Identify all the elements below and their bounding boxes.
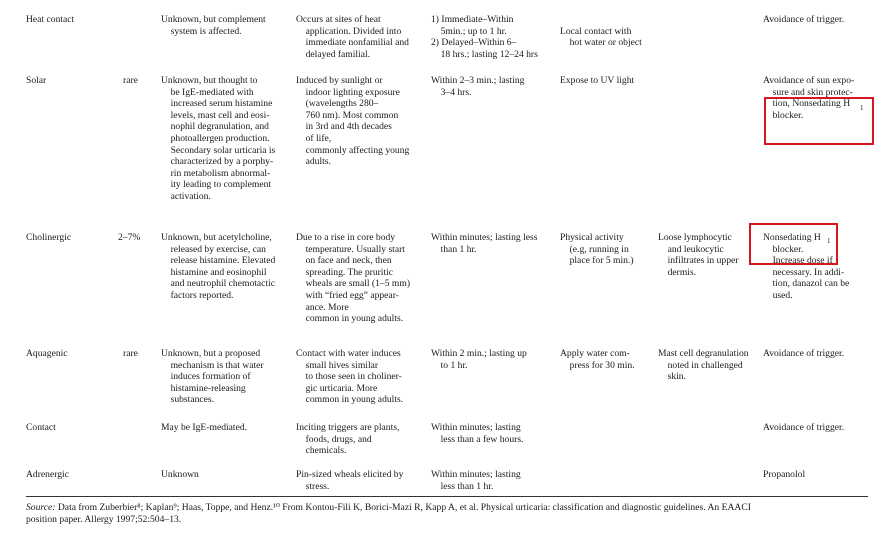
highlight-box-cholinergic-treatment [749,223,838,265]
trigger-cell: Contact with water induces small hives similar to those seen in choliner- gic urticaria. More common in young adults. [296,348,404,406]
diagnosis-cell: Physical activity (e.g, running in place for 5 min.) [560,232,634,267]
prevalence-cell: 2–7% [118,232,141,243]
prevalence-cell: rare [123,348,138,359]
type-cell: Contact [26,422,56,433]
histology-cell: Mast cell degranulation noted in challenged skin. [658,348,749,383]
type-cell: Heat contact [26,14,75,25]
highlight-box-solar-treatment [764,97,874,145]
diagnosis-cell: Local contact with hot water or object [560,25,642,49]
pathogenesis-cell: Unknown, but acetylcholine, released by exercise, can release histamine. Elevated histamine and eosinophil and neutrophil chemotactic factors reported. [161,232,276,301]
diagnosis-cell: Apply water com- press for 30 min. [560,348,635,371]
type-cell: Aquagenic [26,348,68,359]
trigger-cell: Induced by sunlight or indoor lighting exposure (wavelengths 280– 760 nm). Most common in 3rd and 4th decades of life, commonly affecting young adults. [296,75,410,168]
treatment-cell: Propanolol [763,469,806,480]
onset-cell: Within minutes; lasting less than a few hours. [431,422,524,445]
source-note [26,502,871,525]
treatment-cell: Avoidance of trigger. [763,348,845,359]
type-cell: Solar [26,75,47,86]
onset-cell: Within 2 min.; lasting up to 1 hr. [431,348,527,371]
treatment-cell: Avoidance of sun expo- sure and skin protec- tion, Nonsedating H blocker. [763,75,855,121]
h1-subscript: 1 [860,104,864,112]
treatment-cell: Nonsedating H blocker. Increase dose if necessary. In addi- tion, danazol can be used. [763,232,850,301]
onset-cell: Within minutes; lasting less than 1 hr. [431,232,538,255]
table-bottom-rule [26,496,868,497]
diagnosis-cell: Expose to UV light [560,75,635,86]
pathogenesis-cell: Unknown, but a proposed mechanism is that water induces formation of histamine-releasing substances. [161,348,264,406]
pathogenesis-cell: May be IgE-mediated. [161,422,248,433]
onset-cell: Within 2–3 min.; lasting 3–4 hrs. [431,75,525,98]
treatment-cell: Avoidance of trigger. [763,422,845,433]
h1-subscript: 1 [827,237,831,245]
source-label: Source: [26,502,56,513]
trigger-cell: Occurs at sites of heat application. Divided into immediate nonfamilial and delayed familial. [296,14,409,60]
trigger-cell: Due to a rise in core body temperature. Usually start on face and neck, then spreading. The pruritic wheals are small (1–5 mm) with “fried egg” appear- ance. More common in young adults. [296,232,411,325]
prevalence-cell: rare [123,75,138,86]
onset-cell: 1) Immediate–Within 5min.; up to 1 hr. 2) Delayed–Within 6– 18 hrs.; lasting 12–24 hrs [431,14,538,60]
treatment-cell: Avoidance of trigger. [763,14,845,25]
pathogenesis-cell: Unknown, but complement system is affected. [161,14,266,37]
type-cell: Cholinergic [26,232,72,243]
pathogenesis-cell: Unknown, but thought to be IgE-mediated with increased serum histamine levels, mast cell and eosi- nophil degranulation, and photoallergen production. Secondary solar urticaria is characterized by a porphy- rin metabolism abnormal- ity leading to complement activation. [161,75,276,202]
histology-cell: Loose lymphocytic and leukocytic infiltrates in upper dermis. [658,232,739,278]
onset-cell: Within minutes; lasting less than 1 hr. [431,469,521,492]
source-text: Data from Zuberbier⁸; Kaplan⁹; Haas, Toppe, and Henz.¹⁰ From Kontou-Fili K, Borici-Mazi R, Kapp A, et al. Physical urticaria: classification and diagnostic guidelines. An EAACI position paper. Allergy 1997;52:504–13. [26,502,751,525]
type-cell: Adrenergic [26,469,69,480]
pathogenesis-cell: Unknown [161,469,199,480]
trigger-cell: Pin-sized wheals elicited by stress. [296,469,404,492]
trigger-cell: Inciting triggers are plants, foods, drugs, and chemicals. [296,422,400,457]
